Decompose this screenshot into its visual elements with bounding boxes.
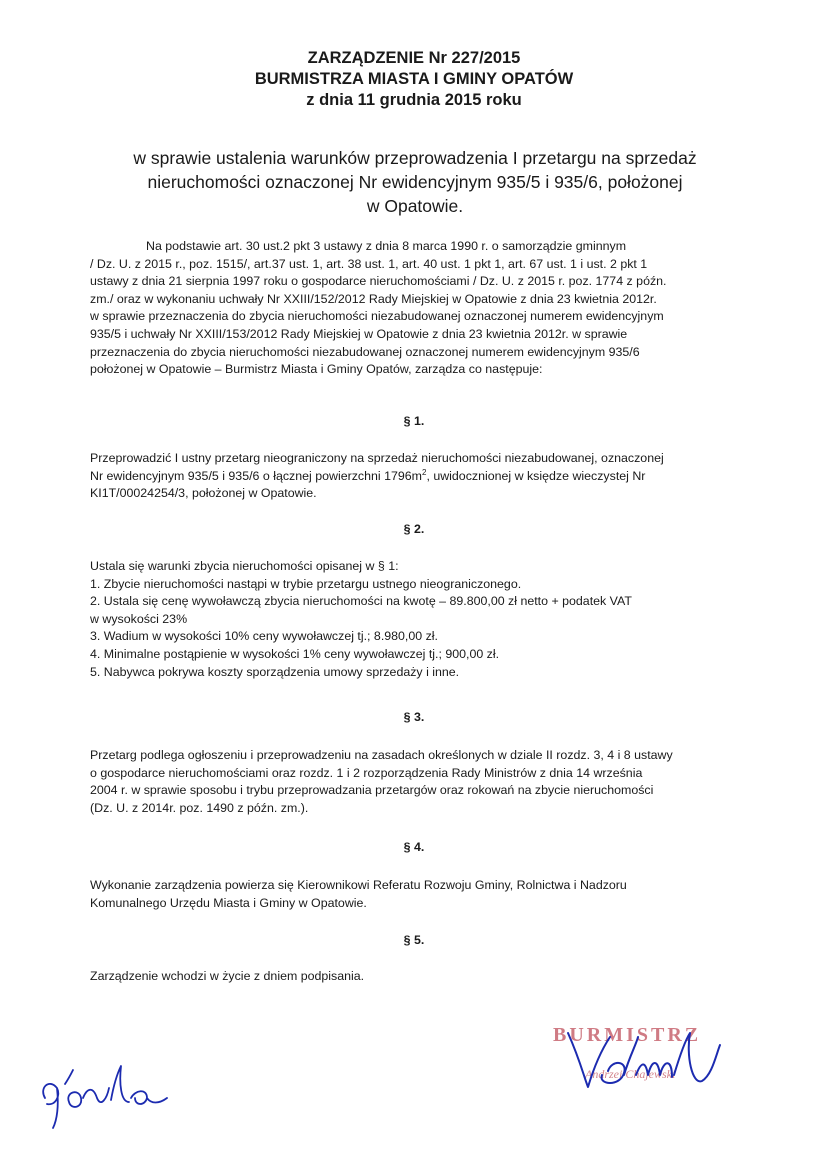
section-3-line: o gospodarce nieruchomościami oraz rozdz. 1 i 2 rozporządzenia Rady Ministrów z dnia 14 września <box>90 765 643 780</box>
section-5-line: Zarządzenie wchodzi w życie z dniem podpisania. <box>90 969 365 983</box>
section-4-line: Komunalnego Urzędu Miasta i Gminy w Opatowie. <box>90 895 367 910</box>
mayor-stamp-name: Andrzej Chajewski <box>585 1067 676 1081</box>
section-1-line-area <box>90 468 745 486</box>
document-subject <box>110 146 720 218</box>
subject-line: w Opatowie. <box>366 196 464 216</box>
section-5-body <box>90 968 745 986</box>
section-1-line: Przeprowadzić I ustny przetarg nieograniczony na sprzedaż nieruchomości niezabudowanej, oznaczonej <box>90 451 664 465</box>
area-unit-superscript: 2 <box>421 467 427 477</box>
section-heading-1: § 1. <box>403 414 425 428</box>
section-3-line: (Dz. U. z 2014r. poz. 1490 z późn. zm.). <box>90 800 309 815</box>
section-heading-5: § 5. <box>403 933 425 947</box>
initials-signature <box>35 1058 180 1133</box>
section-2-line: 4. Minimalne postąpienie w wysokości 1% ceny wywoławczej tj.; 900,00 zł. <box>90 646 500 661</box>
section-3-line: 2004 r. w sprawie sposobu i trybu przeprowadzania przetargów oraz rokowań na zbycie nieruchomości <box>90 783 654 798</box>
section-4-body <box>90 877 745 912</box>
section-2-body <box>90 558 745 681</box>
preamble-line: / Dz. U. z 2015 r., poz. 1515/, art.37 ust. 1, art. 38 ust. 1, art. 40 ust. 1 pkt 1, art. 67 ust. 1 i ust. 2 pkt 1 <box>90 256 648 271</box>
section-1-line: KI1T/00024254/3, położonej w Opatowie. <box>90 486 317 501</box>
document-date: z dnia 11 grudnia 2015 roku <box>306 91 522 109</box>
section-2-line: 3. Wadium w wysokości 10% ceny wywoławczej tj.; 8.980,00 zł. <box>90 629 438 644</box>
section-3-body <box>90 747 745 817</box>
section-heading-3: § 3. <box>403 710 425 724</box>
document-issuer: BURMISTRZA MIASTA I GMINY OPATÓW <box>254 70 574 88</box>
mayor-stamp-title: BURMISTRZ <box>553 1024 702 1046</box>
document-header <box>0 48 828 111</box>
subject-line: nieruchomości oznaczonej Nr ewidencyjnym 935/5 i 935/6, położonej <box>147 172 683 192</box>
section-2-line: 5. Nabywca pokrywa koszty sporządzenia umowy sprzedaży i inne. <box>90 664 460 679</box>
section-heading-4: § 4. <box>403 840 425 854</box>
section-1-text: Nr ewidencyjnym 935/5 i 935/6 o łącznej powierzchni 1796m <box>90 468 422 483</box>
section-heading-2: § 2. <box>403 522 425 536</box>
preamble-line: przeznaczenia do zbycia nieruchomości niezabudowanej oznaczonej numerem ewidencyjnym 935/6 <box>90 344 640 359</box>
preamble-line: 935/5 i uchwały Nr XXIII/153/2012 Rady Miejskiej w Opatowie z dnia 23 kwietnia 2012r. w sprawie <box>90 326 628 341</box>
mayor-signature <box>550 1015 740 1100</box>
preamble-line: Na podstawie art. 30 ust.2 pkt 3 ustawy z dnia 8 marca 1990 r. o samorządzie gminnym <box>146 239 627 253</box>
preamble-line: ustawy z dnia 21 sierpnia 1997 roku o gospodarce nieruchomościami / Dz. U. z 2015 r. poz. 1774 z późn. <box>90 274 667 289</box>
section-1-text: , uwidocznionej w księdze wieczystej Nr <box>426 468 646 483</box>
preamble-line: zm./ oraz w wykonaniu uchwały Nr XXIII/152/2012 Rady Miejskiej w Opatowie z dnia 23 kwietnia 2012r. <box>90 291 657 306</box>
section-3-line: Przetarg podlega ogłoszeniu i przeprowadzeniu na zasadach określonych w dziale II rozdz. 3, 4 i 8 ustawy <box>90 748 673 762</box>
section-4-line: Wykonanie zarządzenia powierza się Kierownikowi Referatu Rozwoju Gminy, Rolnictwa i Nadzoru <box>90 878 627 892</box>
section-2-line: 2. Ustala się cenę wywoławczą zbycia nieruchomości na kwotę – 89.800,00 zł netto + podatek VAT <box>90 594 632 609</box>
subject-line: w sprawie ustalenia warunków przeprowadzenia I przetargu na sprzedaż <box>133 148 697 168</box>
preamble-line: położonej w Opatowie – Burmistrz Miasta i Gminy Opatów, zarządza co następuje: <box>90 362 543 377</box>
preamble <box>90 238 745 379</box>
section-2-line: Ustala się warunki zbycia nieruchomości opisanej w § 1: <box>90 559 399 573</box>
preamble-line: w sprawie przeznaczenia do zbycia nieruchomości niezabudowanej oznaczonej numerem ewidencyjnym <box>90 309 664 324</box>
section-2-line: w wysokości 23% <box>90 611 188 626</box>
section-2-line: 1. Zbycie nieruchomości nastąpi w trybie przetargu ustnego nieograniczonego. <box>90 576 522 591</box>
document-title: ZARZĄDZENIE Nr 227/2015 <box>307 49 521 67</box>
section-1-body <box>90 450 745 503</box>
